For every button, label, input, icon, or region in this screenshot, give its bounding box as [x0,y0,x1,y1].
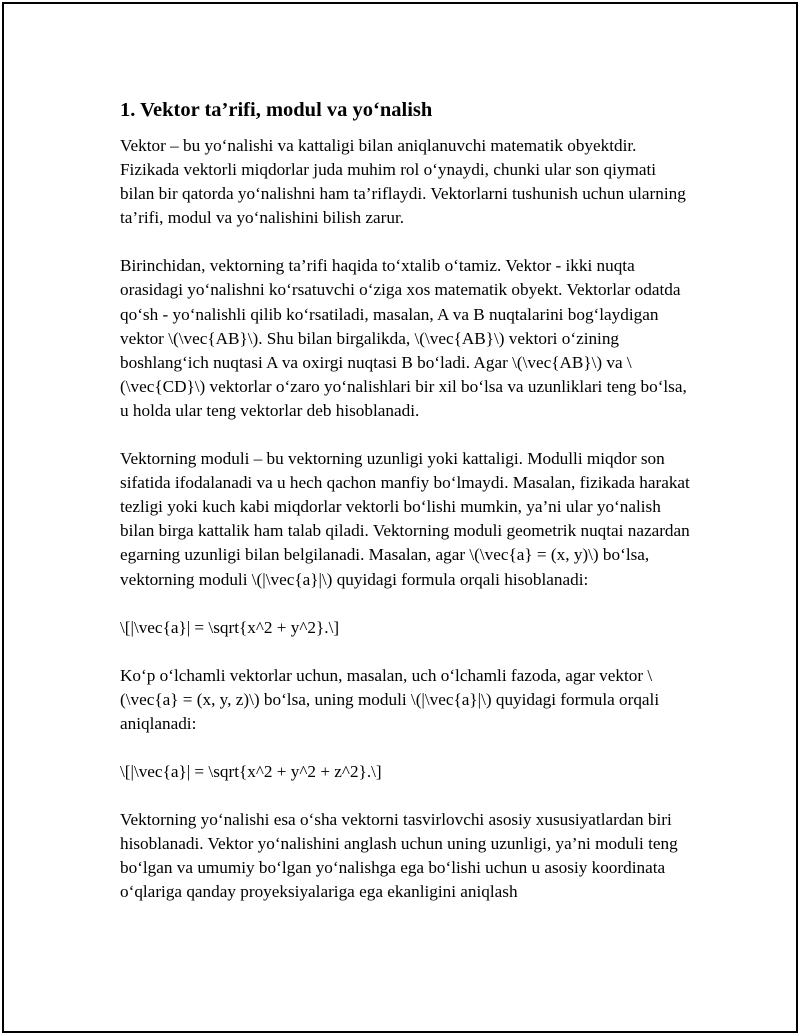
page-frame [2,2,798,1033]
paragraph-vector-modulus: Vektorning moduli – bu vektorning uzunligi yoki kattaligi. Modulli miqdor son sifatida ifodalanadi va u hech qachon manfiy bo‘lmaydi. Masalan, fizikada harakat tezligi yoki kuch kabi miqdorlar vektorli bo‘lishi mumkin, ya’ni ular yo‘nalish bilan birga kattalik ham talab qiladi. Vektorning moduli geometrik nuqtai nazardan egarning uzunligi bilan belgilanadi. Masalan, agar \(\vec{a} = (x, y)\) bo‘lsa, vektorning moduli \(|\vec{a}|\) quyidagi formula orqali hisoblanadi: [120,449,690,589]
paragraph-vector-direction: Vektorning yo‘nalishi esa o‘sha vektorni tasvirlovchi asosiy xususiyatlardan biri hisoblanadi. Vektor yo‘nalishini anglash uchun uning uzunligi, ya’ni moduli teng bo‘lgan va umumiy bo‘lgan yo‘nalishga ega bo‘lishi uchun u asosiy koordinata o‘qlariga qanday proyeksiyalariga ega ekanligini aniqlash [120,810,678,902]
paragraph-vector-definition-intro: Vektor – bu yo‘nalishi va kattaligi bilan aniqlanuvchi matematik obyektdir. Fizikada vektorli miqdorlar juda muhim rol o‘ynaydi, chunki ular son qiymati bilan bir qatorda yo‘nalishni ham ta’riflaydi. Vektorlarni tushunish uchun ularning ta’rifi, modul va yo‘nalishini bilish zarur. [120,136,686,228]
formula-2d-modulus: \[|\vec{a}| = \sqrt{x^2 + y^2}.\] [120,617,340,637]
formula-3d-modulus: \[|\vec{a}| = \sqrt{x^2 + y^2 + z^2}.\] [120,761,382,781]
paragraph-3d-vectors: Ko‘p o‘lchamli vektorlar uchun, masalan, uch o‘lchamli fazoda, agar vektor \(\vec{a} = (x, y, z)\) bo‘lsa, uning moduli \(|\vec{a}|\) quyidagi formula orqali aniqlanadi: [120,665,660,733]
paragraph-vector-definition: Birinchidan, vektorning ta’rifi haqida to‘xtalib o‘tamiz. Vektor - ikki nuqta orasidagi yo‘nalishni ko‘rsatuvchi o‘ziga xos matematik obyekt. Vektorlar odatda qo‘sh - yo‘nalishli qilib ko‘rsatiladi, masalan, A va B nuqtalarini bog‘laydigan vektor \(\vec{AB}\). Shu bilan birgalikda, \(\vec{AB}\) vektori o‘zining boshlang‘ich nuqtasi A va oxirgi nuqtasi B bo‘ladi. Agar \(\vec{AB}\) va \(\vec{CD}\) vektorlar o‘zaro yo‘nalishlari bir xil bo‘lsa va uzunliklari teng bo‘lsa, u holda ular teng vektorlar deb hisoblanadi. [120,256,687,420]
document-body [120,97,692,928]
section-heading: 1. Vektor ta’rifi, modul va yo‘nalish [120,99,433,121]
